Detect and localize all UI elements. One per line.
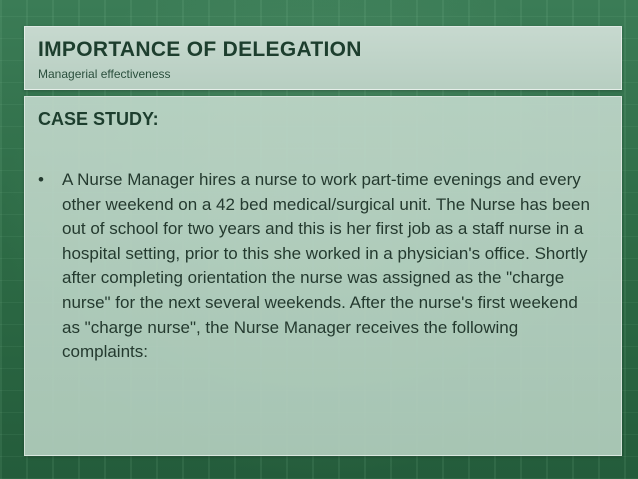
content-panel [24,96,622,456]
bullet-list [38,168,598,365]
slide-title: IMPORTANCE OF DELEGATION [38,38,362,61]
bullet-marker: • [38,170,44,189]
bullet-text: A Nurse Manager hires a nurse to work part-time evenings and every other weekend on a 42 bed medical/surgical unit. The Nurse has been out of school for two years and this is her first job as a staff nurse in a hospital setting, prior to this she worked in a physician's office. Shortly after completing orientation the nurse was assigned as the "charge nurse" for the next several weekends. After the nurse's first weekend as "charge nurse", the Nurse Manager receives the following complaints: [62,170,590,362]
slide-subtitle: Managerial effectiveness [38,67,171,81]
title-panel [24,26,622,90]
bullet-item [38,168,598,365]
section-heading: CASE STUDY: [38,109,159,129]
